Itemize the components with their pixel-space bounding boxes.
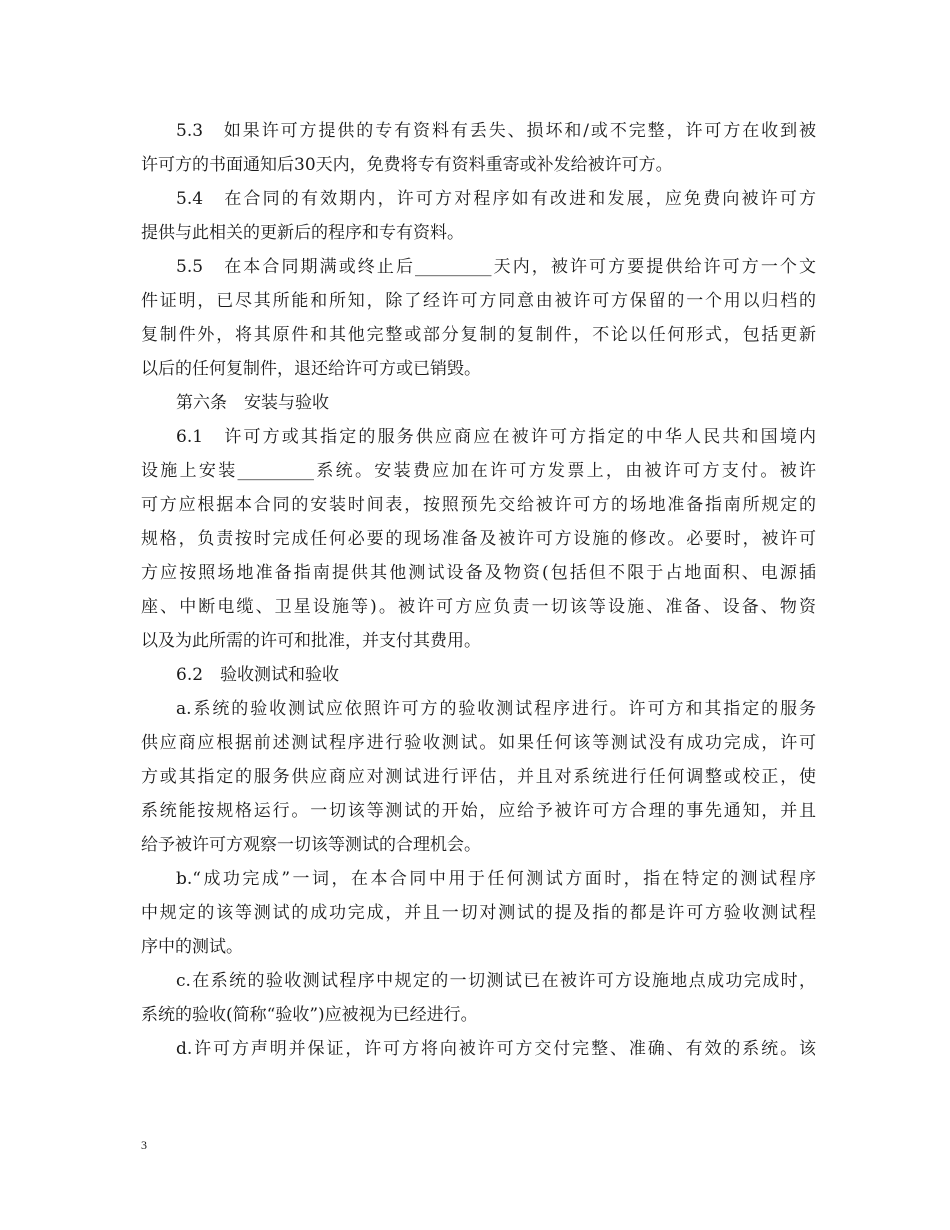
page-number: 3 bbox=[141, 1138, 147, 1152]
text-line: a.系统的验收测试应依照许可方的验收测试程序进行。许可方和其指定的服务 bbox=[176, 699, 816, 719]
text-line: 设施上安装_________系统。安装费应加在许可方发票上，由被许可方支付。被许 bbox=[141, 461, 816, 481]
text-line: 方应按照场地准备指南提供其他测试设备及物资(包括但不限于占地面积、电源插 bbox=[141, 563, 816, 583]
text-line: 给予被许可方观察一切该等测试的合理机会。 bbox=[141, 835, 481, 855]
text-line: d.许可方声明并保证，许可方将向被许可方交付完整、准确、有效的系统。该 bbox=[176, 1039, 816, 1059]
text-line: 5.5 在本合同期满或终止后_________天内，被许可方要提供给许可方一个文 bbox=[176, 257, 816, 277]
text-line: 提供与此相关的更新后的程序和专有资料。 bbox=[141, 223, 464, 243]
text-line: 座、中断电缆、卫星设施等)。被许可方应负责一切该等设施、准备、设备、物资 bbox=[141, 597, 816, 617]
text-line: c.在系统的验收测试程序中规定的一切测试已在被许可方设施地点成功完成时， bbox=[176, 971, 816, 991]
text-line: 复制件外，将其原件和其他完整或部分复制的复制件，不论以任何形式，包括更新 bbox=[141, 325, 816, 345]
text-line: 方或其指定的服务供应商应对测试进行评估，并且对系统进行任何调整或校正，使 bbox=[141, 767, 816, 787]
text-line: b.“成功完成”一词，在本合同中用于任何测试方面时，指在特定的测试程序 bbox=[176, 869, 816, 889]
text-line: 许可方的书面通知后30天内，免费将专有资料重寄或补发给被许可方。 bbox=[141, 155, 673, 175]
text-line: 规格，负责按时完成任何必要的现场准备及被许可方设施的修改。必要时，被许可 bbox=[141, 529, 816, 549]
text-line: 以及为此所需的许可和批准，并支付其费用。 bbox=[141, 631, 481, 651]
text-line: 中规定的该等测试的成功完成，并且一切对测试的提及指的都是许可方验收测试程 bbox=[141, 903, 816, 923]
text-line: 序中的测试。 bbox=[141, 937, 243, 957]
text-line: 以后的任何复制件，退还给许可方或已销毁。 bbox=[141, 359, 481, 379]
text-line: 供应商应根据前述测试程序进行验收测试。如果任何该等测试没有成功完成，许可 bbox=[141, 733, 816, 753]
text-line: 5.4 在合同的有效期内，许可方对程序如有改进和发展，应免费向被许可方 bbox=[176, 189, 816, 209]
document-body bbox=[141, 114, 816, 1066]
section-heading: 第六条 安装与验收 bbox=[176, 393, 329, 413]
text-line: 6.1 许可方或其指定的服务供应商应在被许可方指定的中华人民共和国境内 bbox=[176, 427, 816, 447]
text-line: 系统的验收(简称“验收”)应被视为已经进行。 bbox=[141, 1005, 478, 1025]
text-line: 件证明，已尽其所能和所知，除了经许可方同意由被许可方保留的一个用以归档的 bbox=[141, 291, 816, 311]
text-line: 系统能按规格运行。一切该等测试的开始，应给予被许可方合理的事先通知，并且 bbox=[141, 801, 816, 821]
subsection-heading: 6.2 验收测试和验收 bbox=[176, 665, 340, 685]
text-line: 可方应根据本合同的安装时间表，按照预先交给被许可方的场地准备指南所规定的 bbox=[141, 495, 816, 515]
text-line: 5.3 如果许可方提供的专有资料有丢失、损坏和/或不完整，许可方在收到被 bbox=[176, 121, 816, 141]
